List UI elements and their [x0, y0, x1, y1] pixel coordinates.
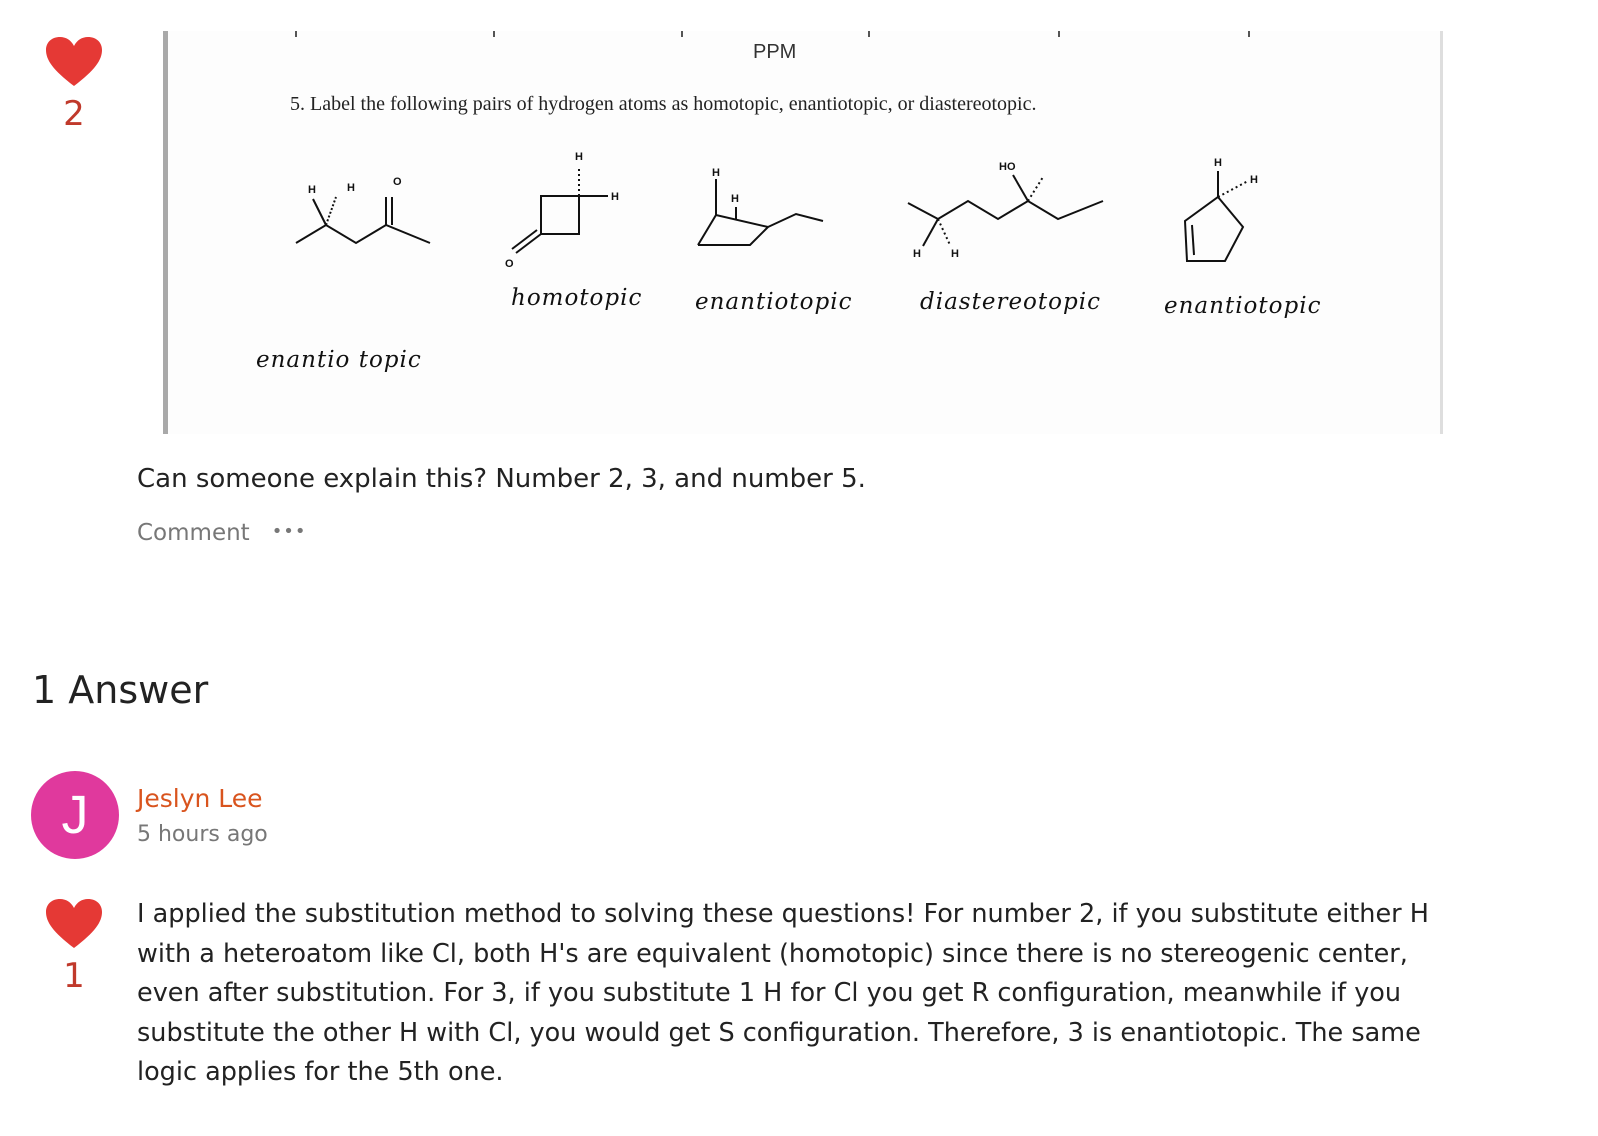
- answers-heading: 1 Answer: [32, 668, 209, 712]
- avatar[interactable]: J: [31, 771, 119, 859]
- atom-h-label: H: [1250, 174, 1258, 186]
- atom-h-label: H: [611, 191, 619, 203]
- molecule-3: [698, 179, 823, 245]
- heart-icon[interactable]: [45, 898, 103, 950]
- molecule-4: [908, 175, 1103, 246]
- atom-o-label: O: [393, 176, 402, 188]
- ppm-axis-label: PPM: [753, 41, 797, 63]
- atom-h-label: H: [1214, 157, 1222, 169]
- question-vote-count: 2: [63, 94, 85, 134]
- comment-button[interactable]: Comment: [137, 520, 250, 546]
- image-question-prompt: 5. Label the following pairs of hydrogen atoms as homotopic, enantiotopic, or diastereotopic.: [290, 93, 1037, 115]
- author-name-link[interactable]: Jeslyn Lee: [137, 784, 263, 813]
- handwritten-label-3: enantiotopic: [695, 289, 853, 315]
- atom-h-label: H: [575, 151, 583, 163]
- question-actions: [137, 520, 307, 546]
- question-text: Can someone explain this? Number 2, 3, and number 5.: [137, 464, 866, 494]
- handwritten-label-4: diastereotopic: [920, 289, 1101, 315]
- atom-h-label: H: [951, 248, 959, 260]
- atom-h-label: H: [731, 193, 739, 205]
- answer-body: I applied the substitution method to solving these questions! For number 2, if you substitute either H with a heteroatom like Cl, both H's are equivalent (homotopic) since there is no stereogenic center, even after substitution. For 3, if you substitute 1 H for Cl you get R configuration, meanwhile if you substitute the other H with Cl, you would get S configuration. Therefore, 3 is enantiotopic. The same logic applies for the 5th one.: [137, 899, 1429, 1087]
- atom-h-label: H: [308, 184, 316, 196]
- question-image: [163, 31, 1443, 434]
- atom-ho-label: HO: [999, 161, 1016, 173]
- heart-icon[interactable]: [45, 36, 103, 88]
- answer-vote-count: 1: [63, 956, 85, 996]
- atom-h-label: H: [347, 182, 355, 194]
- molecule-5: [1185, 171, 1248, 261]
- atom-h-label: H: [712, 167, 720, 179]
- ellipsis-icon[interactable]: •••: [271, 520, 307, 542]
- answer-timestamp: 5 hours ago: [137, 822, 268, 847]
- handwritten-label-1: enantio topic: [256, 347, 422, 373]
- handwritten-label-5: enantiotopic: [1164, 293, 1322, 319]
- question-vote: [39, 36, 109, 134]
- molecule-1: [296, 197, 430, 243]
- handwritten-label-2: homotopic: [511, 285, 643, 311]
- atom-h-label: H: [913, 248, 921, 260]
- molecule-structures: [168, 31, 1443, 434]
- molecule-2: [512, 167, 608, 253]
- answer-vote: [39, 898, 109, 996]
- atom-o-label: O: [505, 258, 514, 270]
